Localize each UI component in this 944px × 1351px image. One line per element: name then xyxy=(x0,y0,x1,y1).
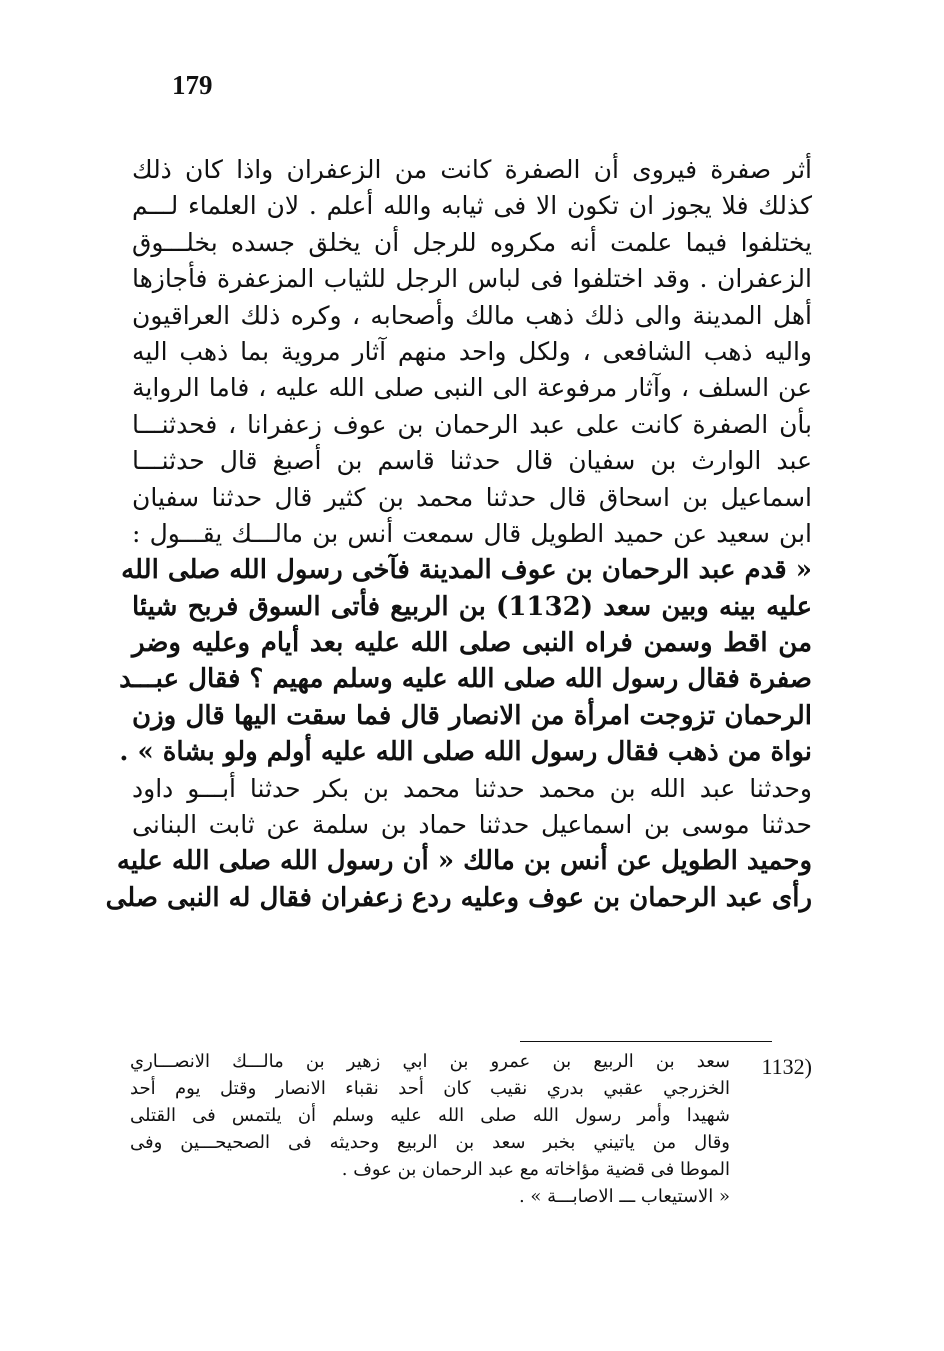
footnote-line: الموطا فى قضية مؤاخاته مع عبد الرحمان بن عوف . xyxy=(341,1159,730,1180)
text-line: يختلفوا فيما علمت أنه مكروه للرجل أن يخلق جسده بخلـــوق xyxy=(132,227,812,257)
hadith-line: وحميد الطويل عن أنس بن مالك « أن رسول الله صلى الله عليه xyxy=(116,846,812,877)
text-line: ابن سعيد عن حميد الطويل قال سمعت أنس بن مالـــك يقـــول : xyxy=(132,518,812,548)
footnote-line: شهيدا وأمر رسول الله صلى الله عليه وسلم أن يلتمس فى القتلى xyxy=(130,1105,730,1126)
text-line: حدثنا موسى بن اسماعيل حدثنا حماد بن سلمة عن ثابت البنانى xyxy=(132,810,812,840)
text-line: أثر صفرة فيروى أن الصفرة كانت من الزعفران واذا كان ذلك xyxy=(132,155,812,184)
main-text xyxy=(105,152,812,916)
hadith-line: صفرة فقال رسول الله صلى الله عليه وسلم مهيم ؟ فقال عبـــد xyxy=(119,664,812,695)
footnote-divider xyxy=(520,1041,772,1042)
footnote-body xyxy=(130,1048,730,1210)
hadith-line: « قدم عبد الرحمان بن عوف المدينة فآخى رسول الله صلى الله xyxy=(121,555,812,586)
text-line: واليه ذهب الشافعى ، ولكل واحد منهم آثار مروية بما ذهب اليه xyxy=(132,336,812,366)
hadith-line: من اقط وسمن فراه النبى صلى الله عليه بعد أيام وعليه وضر xyxy=(132,628,812,659)
text-line: وحدثنا عبد الله بن محمد حدثنا محمد بن بكر حدثنا أبـــو داود xyxy=(132,773,812,803)
hadith-line: نواة من ذهب فقال رسول الله صلى الله عليه أولم ولو بشاة » . xyxy=(119,737,812,768)
footnote-line: وقال من ياتيني بخبر سعد بن الربيع وحديثه فى الصحيحـــين وفى xyxy=(130,1132,730,1153)
page-number: 179 xyxy=(172,70,213,100)
text-line: أهل المدينة والى ذلك ذهب مالك وأصحابه ، وكره ذلك العراقيون xyxy=(132,300,812,330)
text-line: عن السلف ، وآثار مرفوعة الى النبى صلى الله عليه ، فاما الرواية xyxy=(132,373,812,403)
footnote-line: الخزرجي عقبي بدري نقيب كان أحد نقباء الانصار وقتل يوم أحد xyxy=(130,1078,730,1099)
hadith-line: رأى عبد الرحمان بن عوف وعليه ردع زعفران فقال له النبى صلى xyxy=(105,882,812,913)
text-line: بأن الصفرة كانت على عبد الرحمان بن عوف زعفرانا ، فحدثنـــا xyxy=(132,409,812,439)
footnote-number: 1132) xyxy=(761,1054,812,1079)
hadith-line: عليه بينه وبين سعد (1132) بن الربيع فأتى السوق فربح شيئا xyxy=(132,591,812,622)
text-line: عبد الوارث بن سفيان قال حدثنا قاسم بن أصبغ قال حدثنـــا xyxy=(132,446,812,476)
text-line: الزعفران . وقد اختلفوا فى لباس الرجل للثياب المزعفرة فأجازها xyxy=(132,264,812,294)
hadith-line: الرحمان تزوجت امرأة من الانصار قال فما سقت اليها قال وزن xyxy=(132,700,812,731)
text-line: كذلك فلا يجوز ان تكون الا فى ثيابه والله أعلم . لان العلماء لـــم xyxy=(132,191,812,221)
text-line: اسماعيل بن اسحاق قال حدثنا محمد بن كثير قال حدثنا سفيان xyxy=(132,482,812,512)
footnote-line: سعد بن الربيع بن عمرو بن ابي زهير بن مالـــك الانصـــاري xyxy=(130,1051,730,1072)
footnote-source: « الاستيعاب ـــ الاصابـــة » . xyxy=(518,1186,730,1207)
